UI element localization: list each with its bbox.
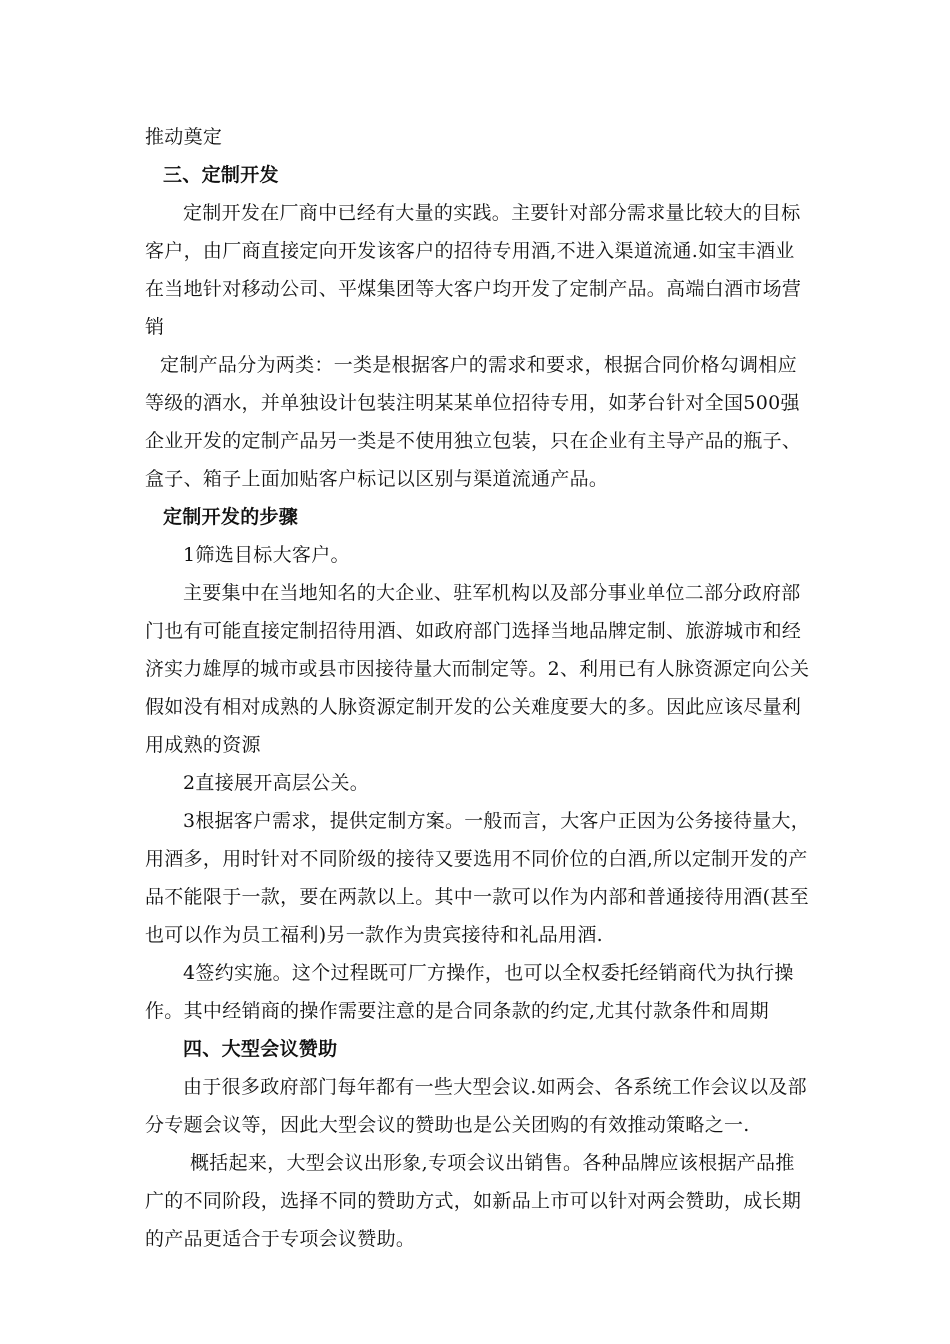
paragraph-line: 主要集中在当地知名的大企业、驻军机构以及部分事业单位二部分政府部 <box>183 582 801 604</box>
step-item: 4签约实施。这个过程既可厂方操作，也可以全权委托经销商代为执行操 <box>183 962 794 984</box>
paragraph-line: 企业开发的定制产品另一类是不使用独立包装，只在企业有主导产品的瓶子、 <box>145 430 802 452</box>
paragraph-line: 品不能限于一款，要在两款以上。其中一款可以作为内部和普通接待用酒(甚至 <box>145 886 809 908</box>
step-item: 1筛选目标大客户。 <box>183 544 350 566</box>
paragraph-line: 广的不同阶段，选择不同的赞助方式，如新品上市可以针对两会赞助，成长期 <box>145 1190 802 1212</box>
paragraph-line: 作。其中经销商的操作需要注意的是合同条款的约定,尤其付款条件和周期 <box>145 1000 769 1022</box>
section-heading: 三、定制开发 <box>163 164 279 186</box>
paragraph-line: 假如没有相对成熟的人脉资源定制开发的公关难度要大的多。因此应该尽量利 <box>145 696 802 718</box>
paragraph-line: 在当地针对移动公司、平煤集团等大客户均开发了定制产品。高端白酒市场营 <box>145 278 802 300</box>
subsection-heading: 定制开发的步骤 <box>163 506 299 528</box>
paragraph-line: 用酒多，用时针对不同阶级的接待又要选用不同价位的白酒,所以定制开发的产 <box>145 848 808 870</box>
paragraph-line: 门也有可能直接定制招待用酒、如政府部门选择当地品牌定制、旅游城市和经 <box>145 620 802 642</box>
step-item: 3根据客户需求，提供定制方案。一般而言，大客户正因为公务接待量大， <box>183 810 810 832</box>
paragraph-line: 分专题会议等，因此大型会议的赞助也是公关团购的有效推动策略之一. <box>145 1114 750 1136</box>
paragraph-line: 济实力雄厚的城市或县市因接待量大而制定等。2、利用已有人脉资源定向公关 <box>145 658 810 680</box>
paragraph-line: 概括起来，大型会议出形象,专项会议出销售。各种品牌应该根据产品推 <box>190 1152 795 1174</box>
step-item: 2直接展开高层公关。 <box>183 772 370 794</box>
paragraph-line: 也可以作为员工福利)另一款作为贵宾接待和礼品用酒. <box>145 924 603 946</box>
paragraph-line: 等级的酒水，并单独设计包装注明某某单位招待专用，如茅台针对全国500强 <box>145 392 800 414</box>
paragraph-line: 用成熟的资源 <box>145 734 261 756</box>
paragraph-line: 盒子、箱子上面加贴客户标记以区别与渠道流通产品。 <box>145 468 609 490</box>
paragraph-line: 推动奠定 <box>145 126 223 148</box>
paragraph-line: 的产品更适合于专项会议赞助。 <box>145 1228 416 1250</box>
paragraph-line: 客户，由厂商直接定向开发该客户的招待专用酒,不进入渠道流通.如宝丰酒业 <box>145 240 795 262</box>
paragraph-line: 由于很多政府部门每年都有一些大型会议.如两会、各系统工作会议以及部 <box>183 1076 807 1098</box>
paragraph-line: 定制开发在厂商中已经有大量的实践。主要针对部分需求量比较大的目标 <box>183 202 801 224</box>
section-heading: 四、大型会议赞助 <box>183 1038 338 1060</box>
paragraph-line: 定制产品分为两类：一类是根据客户的需求和要求，根据合同价格勾调相应 <box>160 354 797 376</box>
paragraph-line: 销 <box>145 316 165 338</box>
